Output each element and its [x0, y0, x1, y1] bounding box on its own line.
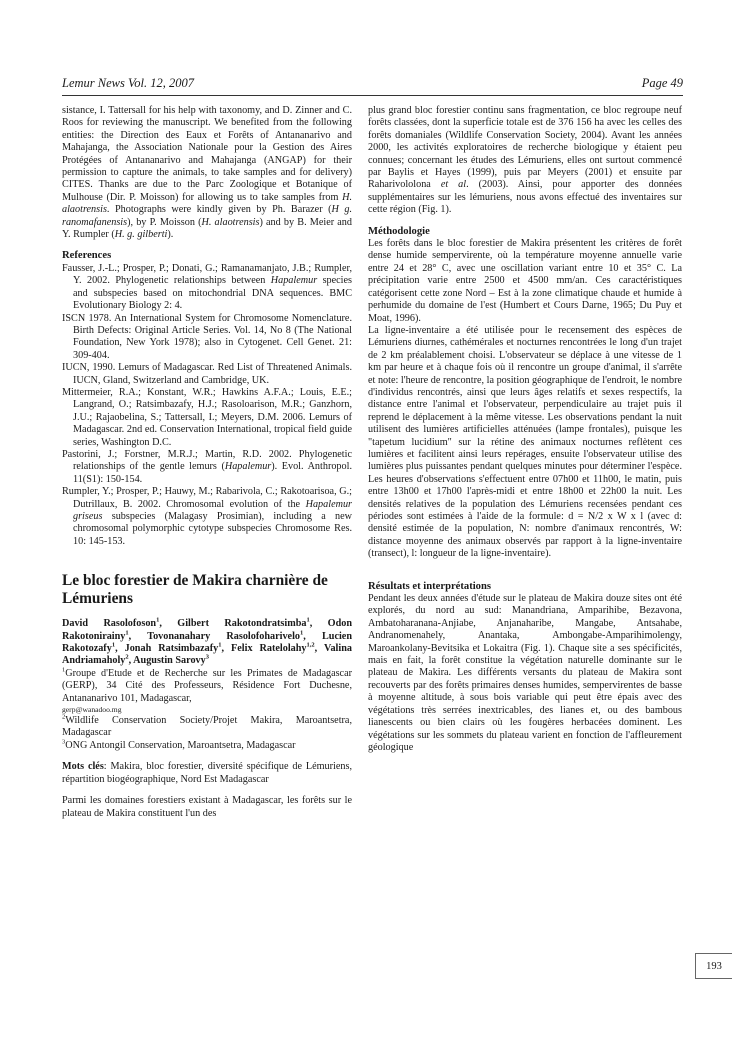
intro-paragraph: Parmi les domaines forestiers existant à Madagascar, les forêts sur le plateau de Makira constituent l'un des: [62, 795, 352, 819]
page-number-badge: 193: [695, 953, 732, 979]
method-paragraph: La ligne-inventaire a été utilisée pour le recensement des espèces de Lémuriens diurnes, cathémérales et nocturnes rencontrées le long d'un trajet de 2 km préalablement choisi. L'observateur se déplace à une vitesse de 1 km par heure et à chaque fois où il rencontre un groupe d'animal, il s'arrête et note: l'heure de rencontre, la position géographique de l'endroit, le nombre d'individus rencontrés, ainsi que leurs âges relatifs et sexes respectifs, la distance entre l'animal et l'observateur, perpendiculaire au trajet puis il reprend le déplacement à la même vitesse. Les observations pendant la nuit utilisent des lumières artificielles atténuées (lampe frontales), puisque les "tapetum lucidium" sur la rétine des animaux nocturnes reflètent ces lumières et facilitent ainsi leurs repérages, ensuite l'observateur utilise des lumières plus puissantes pendant quelques minutes pour déterminer l'espèce. Les heures d'observations s'effectuent entre 07h00 et 11h00, le matin, puis entre 13h00 et 17h00 l'après-midi et entre 18h00 et 22h00 la nuit. Les densités relatives de la population des Lémuriens recensées pendant ces périodes sont estimées à l'aide de la formule: d = N/2 x W x l (avec d: densité estimée de la population, N: nombre d'animaux rencontrés, W: distance moyenne des animaux observés par rapport à la ligne-inventaire (transect), l: longueur de la ligne-inventaire).: [368, 324, 682, 560]
right-column: [368, 105, 682, 754]
journal-title: Lemur News Vol. 12, 2007: [62, 76, 194, 90]
reference-item: ISCN 1978. An International System for Chromosome Nomenclature. Birth Defects: Original Article Series. Vol. 14, No 8 (The National Foundation, New York 1978); also in Cytogenet. Cell Genet. 21: 309-404.: [62, 312, 352, 361]
acknowledgements: sistance, I. Tattersall for his help with taxonomy, and D. Zinner and C. Roos for reviewing the manuscript. We benefited from the following entities: the Direction des Eaux et Forêts of Antananarivo and Mahajanga, the Association Nationale pour la Gestion des Aires Protégées of Antananarivo and Mahajanga (ANGAP) for their permission to capture the animals, to take samples and for delivery) CITES. Thanks are due to the Parc Zoologique et Botanique of Mulhouse (Dir. P. Moisson) for allowing us to take samples from H. alaotrensis. Photographs were kindly given by Ph. Barazer (H g. ranomafanensis), by P. Moisson (H. alaotrensis) and by B. Meier and Y. Rumpler (H. g. gilberti).: [62, 105, 353, 241]
methodology-heading: Méthodologie: [368, 225, 430, 237]
running-header: [62, 76, 683, 94]
reference-item: Fausser, J.-L.; Prosper, P.; Donati, G.; Ramanamanjato, J.B.; Rumpler, Y. 2002. Phylogenetic relationships between Hapalemur species and subspecies based on mitochondrial DNA sequences. BMC Evolutionary Biology 2: 4.: [62, 262, 352, 312]
method-paragraph: Les forêts dans le bloc forestier de Makira présentent les critères de forêt dense humide sempervirente, où la température moyenne annuelle varie entre 24 et 28° C, avec une oscillation variant entre 10 et 35° C. La précipitation varie entre 2500 et 4500 mm/an. Ces caractéristiques catégorisent cette zone Nord – Est à la zone climatique chaude et humide à perhumide du domaine de l'est (Humbert et Cours Darne, 1965; Du Puy et Moat, 1996).: [368, 238, 682, 324]
keywords: Mots clés: Makira, bloc forestier, diversité spécifique de Lémuriens, répartition biogéographique, Nord Est Madagascar: [62, 761, 352, 785]
affiliation: $^3$ONG Antongil Conservation, Maroantsetra, Madagascar: [62, 738, 296, 751]
results-paragraph: Pendant les deux années d'étude sur le plateau de Makira douze sites ont été explorés, du nord au sud: Manandriana, Amparihibe, Bezavona, Ambatoharanana-Anjiabe, Anjanaharibe, Mangabe, Antsahabe, Andranomenahely, Anantaka, Ambongabe-Amparihimolengy, Maroankolany-Bevitsika et Lokaitra (Fig. 1). Chaque site a ses spécificités, mais en fait, la forêt constitue la végétation naturelle dominante sur le plateau de Makira. Les différents versants du plateau de Makira sont recouverts par des forêts primaires denses humides, sempervirentes de basse à moyenne altitude, à sous bois variable qui peut être épais avec des végétations très serrées inextricables, des lianes et, ou des bambous lianescents ou bien clairs où les fougères herbacées dominent. Les végétations sur les sommets du plateau varient en fonction de l'affleurement géologique: [368, 593, 682, 753]
reference-item: IUCN, 1990. Lemurs of Madagascar. Red List of Threatened Animals. IUCN, Gland, Switzerland and Cambridge, UK.: [62, 362, 352, 386]
intro-continued: plus grand bloc forestier continu sans fragmentation, ce bloc regroupe neuf forêts classées, dont la superficie totale est de 376 156 ha avec les celles des forêts domaniales (Wildlife Conservation Society, 2004). Avant les années 2000, les activités exploratoires de recherche biologique y étaient peu connues; concernant les études des Lémuriens, elles ont surtout commencé par Baylis et Hayes (1999), puis par Meyers (2001) et ensuite par Raharivololona et al. (2003). Ainsi, pour apporter des données supplémentaires sur les lémuriens, nous avons effectué des inventaires sur cette région (Fig. 1).: [368, 105, 682, 216]
reference-item: Rumpler, Y.; Prosper, P.; Hauwy, M.; Rabarivola, C.; Rakotoarisoa, G.; Dutrillaux, B. 2002. Chromosomal evolution of the Hapalemur griseus subspecies (Malagasy Prosimian), including a new chromosomal polymorphic cytotype subspecies Chromosome Res. 10: 145-153.: [62, 486, 352, 547]
affiliation: $^1$Groupe d'Etude et de Recherche sur les Primates de Madagascar (GERP), 34 Cité des Professeurs, Résidence Fort Duchesne, Antananarivo 101, Madagascar,: [62, 666, 352, 704]
left-column: [62, 105, 352, 820]
affiliation: $^2$Wildlife Conservation Society/Projet Makira, Maroantsetra, Madagascar: [62, 713, 352, 739]
references-heading: References: [62, 250, 112, 262]
article-title: Le bloc forestier de Makira charnière de Lémuriens: [62, 572, 328, 608]
reference-item: Mittermeier, R.A.; Konstant, W.R.; Hawkins A.F.A.; Louis, E.E.; Langrand, O.; Ratsimbazafy, H.J.; Rasoloarison, M.R.; Ganzhorn, J.U.; Rajaobelina, S.; Tattersall, I.; Meyers, D.M. 2006. Lemurs of Madagascar. 2nd ed. Conservation International, tropical field guide series, Washington D.C.: [62, 386, 352, 448]
reference-item: Pastorini, J.; Forstner, M.R.J.; Martin, R.D. 2002. Phylogenetic relationships of the gentle lemurs (Hapalemur). Evol. Anthropol. 11(S1): 150-154.: [62, 448, 352, 485]
page-label: Page 49: [641, 76, 683, 90]
results-heading: Résultats et interprétations: [368, 580, 491, 592]
header-rule: [62, 95, 683, 96]
email-address: gerp@wanadoo.mg: [62, 705, 122, 715]
author-list: David Rasolofoson$^1$, Gilbert Rakotondratsimba$^1$, Odon Rakotonirainy$^1$, Tovonanahary Rasolofoharivelo$^1$, Lucien Rakotozafy$^1$, Jonah Ratsimbazafy$^1$, Felix Ratelolahy$^{1,2}$, Valina Andriamaholy$^2$, Augustin Sarovy$^3$: [62, 616, 352, 667]
